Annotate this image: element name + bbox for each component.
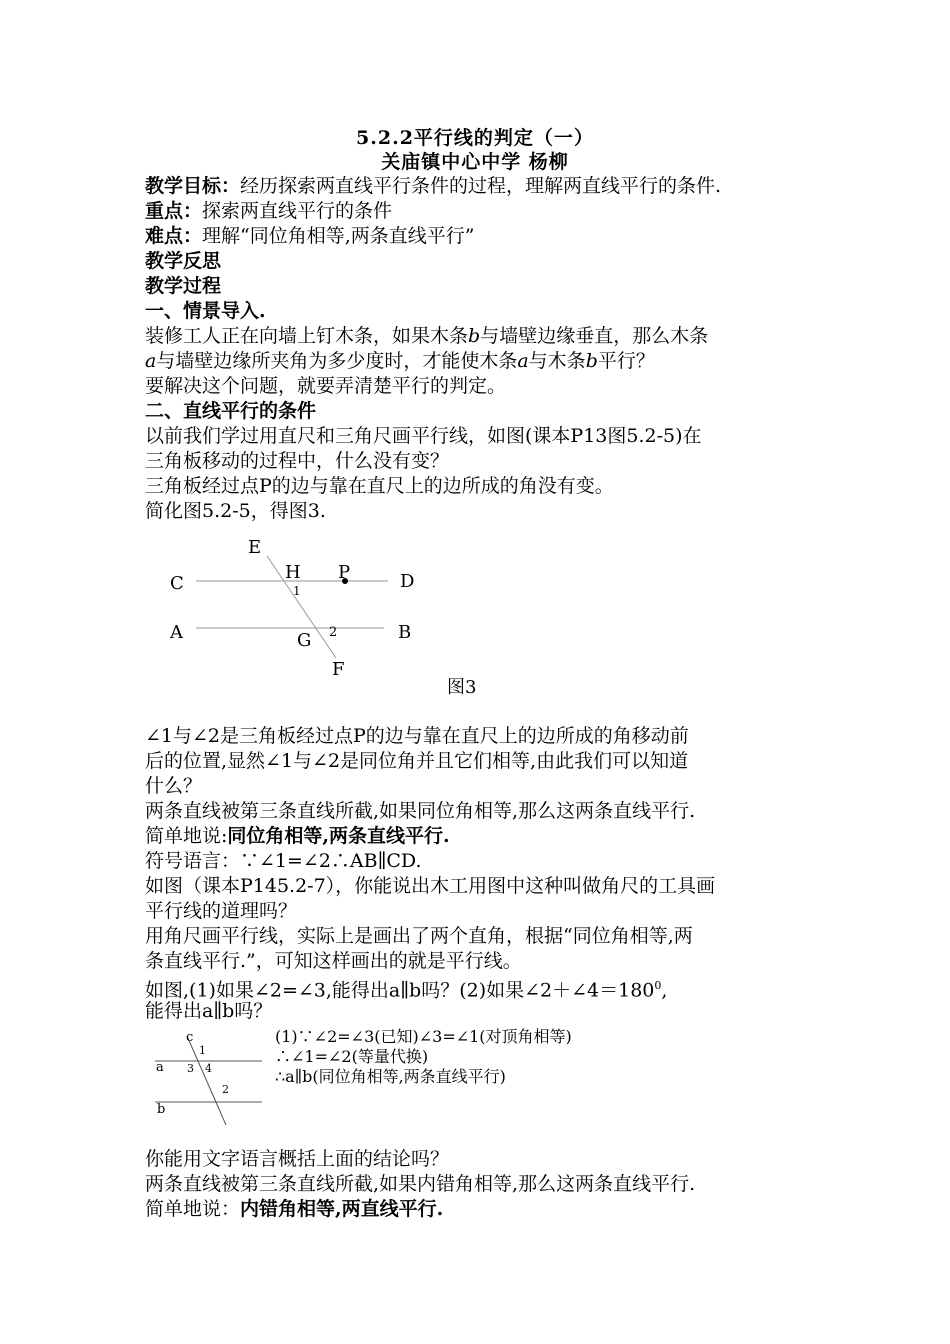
text-run: 与墙壁边缘所夹角为多少度时，才能使木条 bbox=[156, 350, 518, 372]
text-run: 简单地说： bbox=[145, 1198, 241, 1220]
label-angle2: 2 bbox=[329, 625, 338, 640]
goals-text: 经历探索两直线平行条件的过程，理解两直线平行的条件. bbox=[240, 175, 722, 197]
var-b: b bbox=[585, 350, 598, 372]
bold-rule: 内错角相等,两直线平行. bbox=[240, 1198, 444, 1220]
difficulty-text: 理解“同位角相等,两条直线平行” bbox=[202, 225, 475, 247]
section2-line3: 三角板经过点P的边与靠在直尺上的边所成的角没有变。 bbox=[145, 475, 614, 497]
section1-heading: 一、情景导入. bbox=[145, 300, 266, 322]
proof-line1: (1)∵∠2=∠3(已知)∠3=∠1(对顶角相等) bbox=[275, 1027, 572, 1046]
goals-label: 教学目标： bbox=[145, 175, 241, 197]
label-c-line: c bbox=[186, 1030, 194, 1045]
section2-heading: 二、直线平行的条件 bbox=[145, 400, 317, 422]
discussion-line2: 后的位置,显然∠1与∠2是同位角并且它们相等,由此我们可以知道 bbox=[145, 750, 689, 772]
proof-line2: ∴∠1=∠2(等量代换) bbox=[275, 1047, 429, 1066]
label-d: D bbox=[400, 571, 415, 592]
label-angle1: 1 bbox=[293, 584, 301, 598]
degree-superscript: 0 bbox=[654, 979, 662, 992]
section2-line1: 以前我们学过用直尺和三角尺画平行线，如图(课本P13图5.2-5)在 bbox=[145, 425, 702, 447]
conclusion-line1: 你能用文字语言概括上面的结论吗？ bbox=[145, 1148, 450, 1170]
difficulty-label: 难点： bbox=[145, 225, 203, 247]
label-f: F bbox=[332, 659, 345, 680]
text-run: 平行？ bbox=[597, 350, 655, 372]
label-g: G bbox=[297, 630, 312, 651]
var-a: a bbox=[517, 350, 529, 372]
discussion-line7: 如图（课本P145.2-7），你能说出木工用图中这种叫做角尺的工具画 bbox=[145, 875, 716, 897]
discussion-line12: 能得出a∥b吗？ bbox=[145, 1000, 273, 1022]
label-b-line: b bbox=[157, 1102, 166, 1117]
text-run: 与木条 bbox=[528, 350, 586, 372]
var-b: b bbox=[468, 325, 481, 347]
discussion-line8: 平行线的道理吗？ bbox=[145, 900, 298, 922]
author-line: 关庙镇中心中学 杨柳 bbox=[381, 151, 569, 173]
label-a-line: a bbox=[156, 1060, 164, 1075]
conclusion-line3 bbox=[145, 1197, 825, 1221]
line-c bbox=[187, 1036, 226, 1125]
section2-line2: 三角板移动的过程中，什么没有变？ bbox=[145, 450, 450, 472]
text-run: 与墙壁边缘垂直，那么木条 bbox=[480, 325, 709, 347]
text-run: 装修工人正在向墙上钉木条，如果木条 bbox=[145, 325, 469, 347]
discussion-line3: 什么？ bbox=[145, 775, 203, 797]
label-b-point: B bbox=[398, 622, 412, 643]
var-a: a bbox=[145, 350, 157, 372]
label-angle3: 3 bbox=[187, 1062, 194, 1075]
reflection-heading: 教学反思 bbox=[145, 250, 222, 272]
discussion-line10: 条直线平行.”，可知这样画出的就是平行线。 bbox=[145, 950, 522, 972]
label-angle1-fig4: 1 bbox=[199, 1044, 206, 1057]
key-point-label: 重点： bbox=[145, 200, 203, 222]
label-angle4: 4 bbox=[205, 1062, 212, 1075]
proof-line3: ∴a∥b(同位角相等,两条直线平行) bbox=[275, 1067, 506, 1086]
label-e: E bbox=[248, 537, 262, 558]
text-run: 简单地说: bbox=[145, 825, 228, 847]
discussion-line4: 两条直线被第三条直线所截,如果同位角相等,那么这两条直线平行. bbox=[145, 800, 696, 822]
text-run: , bbox=[661, 979, 668, 1002]
process-heading: 教学过程 bbox=[145, 275, 222, 297]
label-h: H bbox=[285, 562, 301, 583]
section2-line4: 简化图5.2-5，得图3. bbox=[145, 500, 326, 522]
discussion-line9: 用角尺画平行线，实际上是画出了两个直角，根据“同位角相等,两 bbox=[145, 925, 693, 947]
discussion-line5 bbox=[145, 824, 825, 848]
label-angle2-fig4: 2 bbox=[222, 1083, 229, 1096]
label-p: P bbox=[338, 562, 351, 583]
bold-rule: 同位角相等,两条直线平行. bbox=[227, 825, 450, 847]
key-point-text: 探索两直线平行的条件 bbox=[202, 200, 393, 222]
figure3-caption: 图3 bbox=[447, 677, 477, 698]
label-c: C bbox=[170, 573, 184, 594]
label-a-point: A bbox=[170, 622, 183, 643]
page-title: 5.2.2平行线的判定（一） bbox=[356, 127, 594, 149]
text-run: 如图,(1)如果∠2=∠3,能得出a∥b吗？(2)如果∠2＋∠4＝180 bbox=[145, 979, 655, 1002]
section1-paragraph-line3: 要解决这个问题，就要弄清楚平行的判定。 bbox=[145, 375, 507, 397]
conclusion-line2: 两条直线被第三条直线所截,如果内错角相等,那么这两条直线平行. bbox=[145, 1173, 696, 1195]
discussion-line1: ∠1与∠2是三角板经过点P的边与靠在直尺上的边所成的角移动前 bbox=[145, 725, 689, 747]
discussion-line6: 符号语言：∵∠1=∠2∴AB∥CD. bbox=[145, 850, 422, 872]
